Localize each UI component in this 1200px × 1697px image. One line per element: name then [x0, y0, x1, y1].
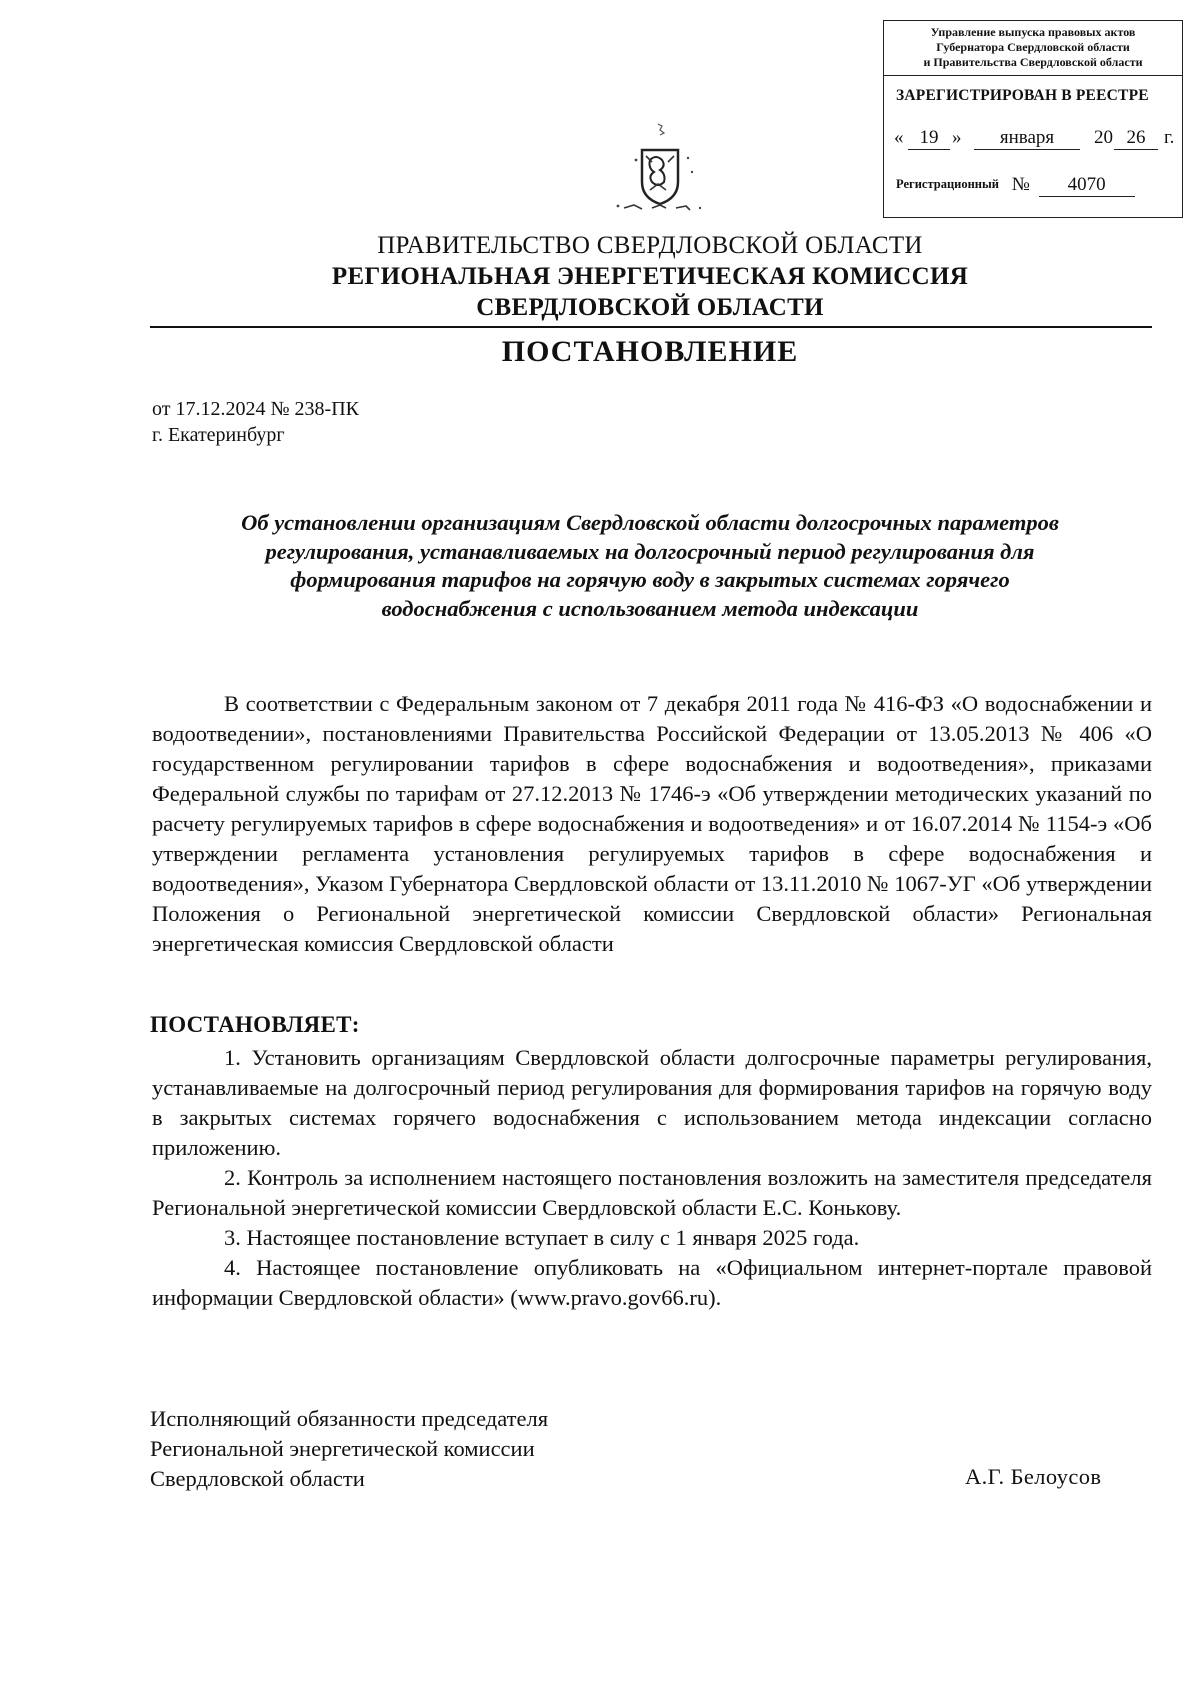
preamble-paragraph: В соответствии с Федеральным законом от 7 декабря 2011 года № 416-ФЗ «О водоснабжении и водоотведении», постановлениями Правительства Российской Федерации от 13.05.2013 № 406 «О государственном регулировании тарифов в сфере водоснабжения и водоотведения», приказами Федеральной службы по тарифам от 27.12.2013 № 1746-э «Об утверждении методических указаний по расчету регулируемых тарифов в сфере водоснабжения и водоотведения» и от 16.07.2014 № 1154-э «Об утверждении регламента установления регулируемых тарифов в сфере водоснабжения и водоотведения», Указом Губернатора Свердловской области от 13.11.2010 № 1067-УГ «Об утверждении Положения о Региональной энергетической комиссии Свердловской области» Региональная энергетическая комиссия Свердловской области	[152, 691, 1152, 956]
signature-position-line: Исполняющий обязанности председателя	[150, 1406, 549, 1431]
subject-line: регулирования, устанавливаемых на долгосрочный период регулирования для	[265, 538, 1035, 564]
stamp-date-day: 19	[908, 127, 950, 150]
decree-item: 3. Настоящее постановление вступает в силу с 1 января 2025 года.	[224, 1225, 860, 1250]
stamp-date-month: января	[974, 127, 1080, 150]
stamp-number-sign: №	[1011, 174, 1030, 195]
stamp-date	[884, 127, 1184, 151]
subject-line: Об установлении организациям Свердловской области долгосрочных параметров	[241, 510, 1059, 535]
document-city: г. Екатеринбург	[152, 424, 285, 446]
document-date-number: от 17.12.2024 № 238-ПК	[152, 398, 360, 420]
stamp-header-line: Губернатора Свердловской области	[936, 40, 1130, 54]
decree-item: 4. Настоящее постановление опубликовать на «Официальном интернет-портале правовой информации Свердловской области» (www.pravo.gov66.ru).	[152, 1255, 1152, 1310]
signature-position-line: Региональной энергетической комиссии	[150, 1436, 535, 1461]
header-divider	[150, 326, 1152, 328]
stamp-number: 4070	[1039, 174, 1135, 197]
stamp-date-year-prefix: 20	[1094, 127, 1113, 148]
government-title: ПРАВИТЕЛЬСТВО СВЕРДЛОВСКОЙ ОБЛАСТИ	[377, 232, 923, 259]
commission-title-line1: РЕГИОНАЛЬНАЯ ЭНЕРГЕТИЧЕСКАЯ КОМИССИЯ	[331, 263, 969, 290]
registration-stamp	[883, 20, 1183, 218]
document-type-title: ПОСТАНОВЛЕНИЕ	[501, 335, 799, 368]
preamble-block	[152, 689, 1152, 959]
document-subject	[150, 509, 1150, 623]
subject-line: формирования тарифов на горячую воду в закрытых системах горячего	[290, 567, 1010, 592]
stamp-date-open-quote: «	[894, 127, 904, 148]
signature-position	[150, 1404, 548, 1494]
stamp-header-line: и Правительства Свердловской области	[923, 55, 1143, 69]
stamp-registered-label: ЗАРЕГИСТРИРОВАН В РЕЕСТРЕ	[896, 87, 1149, 104]
signer-name: А.Г. Белоусов	[965, 1464, 1102, 1489]
stamp-reg-label: Регистрационный	[896, 177, 999, 191]
stamp-date-year-mark: г.	[1164, 127, 1175, 148]
subject-line: водоснабжения с использованием метода индексации	[381, 595, 919, 621]
signature-position-line: Свердловской области	[150, 1466, 365, 1491]
commission-title-line2: СВЕРДЛОВСКОЙ ОБЛАСТИ	[476, 294, 824, 321]
stamp-header-line: Управление выпуска правовых актов	[930, 25, 1136, 39]
decree-item: 2. Контроль за исполнением настоящего постановления возложить на заместителя председателя Региональной энергетической комиссии Свердловской области Е.С. Конькову.	[152, 1165, 1152, 1220]
coat-of-arms-icon	[600, 120, 720, 218]
stamp-date-close-quote: »	[952, 127, 962, 148]
decree-items	[152, 1043, 1152, 1313]
decree-item: 1. Установить организациям Свердловской области долгосрочные параметры регулирования, устанавливаемые на долгосрочный период регулирования для формирования тарифов на горячую воду в закрытых системах горячего водоснабжения с использованием метода индексации согласно приложению.	[152, 1045, 1152, 1160]
decree-word: ПОСТАНОВЛЯЕТ:	[150, 1012, 360, 1037]
stamp-registration-number	[896, 174, 1135, 197]
stamp-header	[884, 21, 1182, 76]
stamp-date-year-suffix: 26	[1114, 127, 1158, 150]
